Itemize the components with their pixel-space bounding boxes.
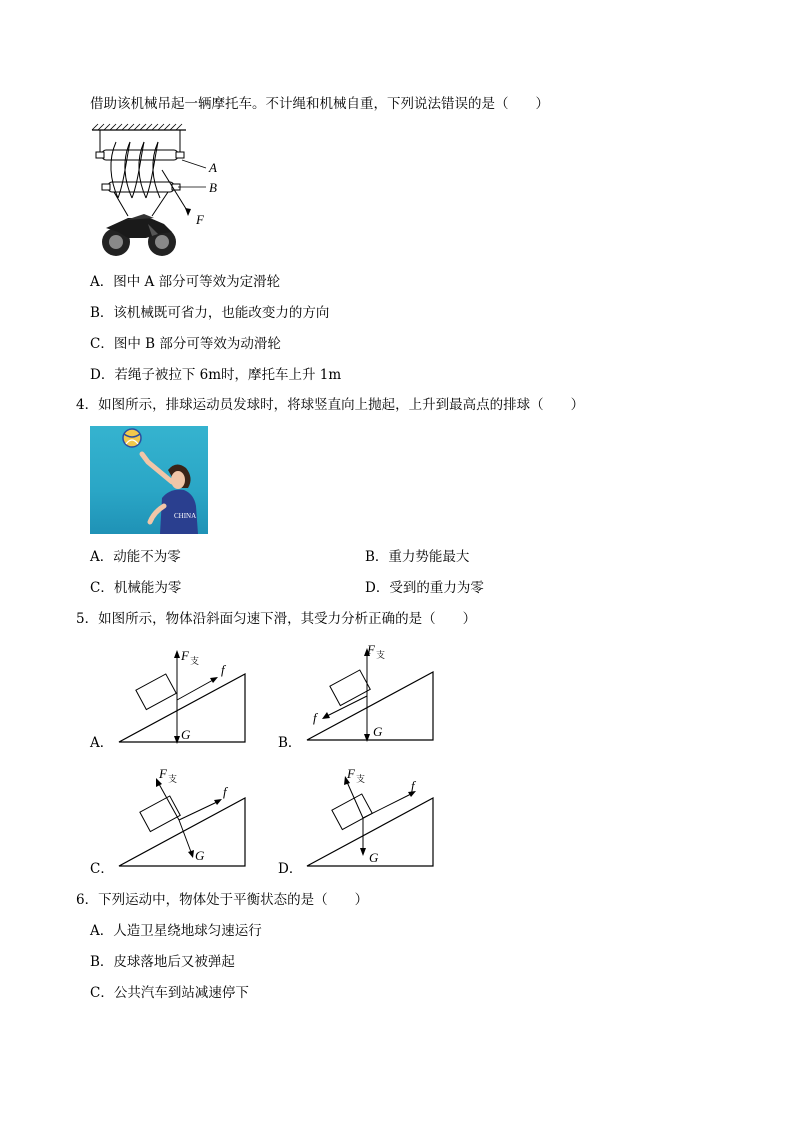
label-A: A <box>209 160 217 175</box>
svg-text:支: 支 <box>376 650 386 660</box>
q4-option-d[interactable]: D．受到的重力为零 <box>365 580 484 596</box>
svg-text:f: f <box>313 710 317 725</box>
q6-option-a[interactable]: A．人造卫星绕地球匀速运行 <box>90 923 262 939</box>
motorcycle-icon <box>102 214 176 256</box>
svg-text:G: G <box>195 848 205 863</box>
svg-text:F: F <box>181 648 189 663</box>
q3-option-a[interactable]: A．图中 A 部分可等效为定滑轮 <box>90 274 281 290</box>
svg-text:G: G <box>181 727 191 742</box>
q5-option-b[interactable]: B． <box>278 735 302 751</box>
q3-stem: 借助该机械吊起一辆摩托车。不计绳和机械自重，下列说法错误的是（ ） <box>90 96 549 112</box>
svg-text:支: 支 <box>190 656 200 666</box>
q3-option-b[interactable]: B．该机械既可省力，也能改变力的方向 <box>90 305 330 321</box>
svg-text:F: F <box>159 766 167 781</box>
svg-text:G: G <box>373 724 383 739</box>
svg-text:支: 支 <box>356 774 366 784</box>
q3-option-c[interactable]: C．图中 B 部分可等效为动滑轮 <box>90 336 281 352</box>
svg-text:支: 支 <box>168 774 178 784</box>
svg-text:f: f <box>411 778 415 793</box>
q5-stem: 5．如图所示，物体沿斜面匀速下滑，其受力分析正确的是（ ） <box>76 611 477 627</box>
svg-text:f: f <box>223 784 227 799</box>
q4-option-a[interactable]: A．动能不为零 <box>90 549 181 565</box>
volleyball-serve-photo <box>90 426 208 534</box>
q5-option-d[interactable]: D． <box>278 861 303 877</box>
q4-stem: 4．如图所示，排球运动员发球时，将球竖直向上抛起，上升到最高点的排球（ ） <box>76 397 585 413</box>
svg-text:F: F <box>347 766 355 781</box>
pulley-motorcycle-figure <box>88 120 238 260</box>
svg-text:G: G <box>369 850 379 865</box>
q5-option-c[interactable]: C． <box>90 861 114 877</box>
q6-stem: 6．下列运动中，物体处于平衡状态的是（ ） <box>76 892 369 908</box>
svg-text:F: F <box>367 642 375 657</box>
label-F: F <box>196 212 204 227</box>
svg-text:f: f <box>221 662 225 677</box>
q4-option-b[interactable]: B．重力势能最大 <box>365 549 470 565</box>
q5-option-a[interactable]: A． <box>90 735 114 751</box>
q3-option-d[interactable]: D．若绳子被拉下 6m时，摩托车上升 1m <box>90 367 342 383</box>
q6-option-c[interactable]: C．公共汽车到站减速停下 <box>90 985 249 1001</box>
force-diagram-b[interactable] <box>303 638 438 744</box>
svg-text:CHINA: CHINA <box>174 512 197 520</box>
force-diagram-c[interactable] <box>115 766 250 870</box>
q6-option-b[interactable]: B．皮球落地后又被弹起 <box>90 954 235 970</box>
force-diagram-d[interactable] <box>303 766 438 870</box>
label-B: B <box>209 180 217 195</box>
force-diagram-a[interactable] <box>115 642 250 746</box>
q4-option-c[interactable]: C．机械能为零 <box>90 580 182 596</box>
